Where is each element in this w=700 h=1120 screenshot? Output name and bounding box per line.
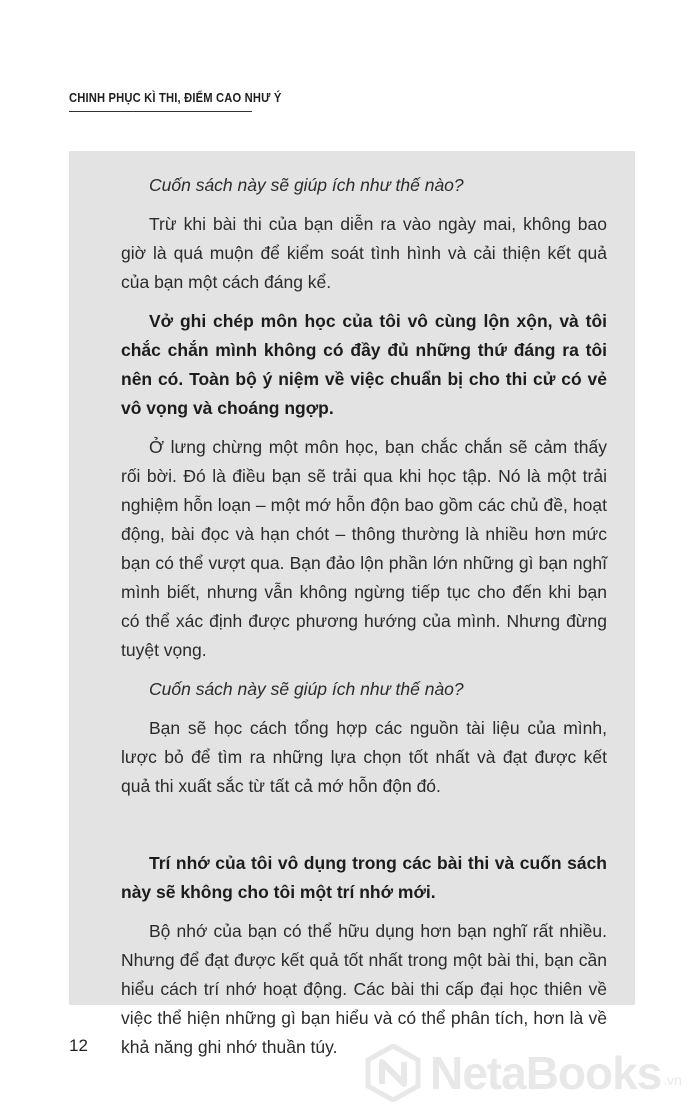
header-rule xyxy=(69,111,252,112)
paragraph-question-2: Cuốn sách này sẽ giúp ích như thế nào? xyxy=(149,679,464,699)
paragraph-explanation-1: Ở lưng chừng một môn học, bạn chắc chắn sẽ cảm thấy rối bời. Đó là điều bạn sẽ trải qua khi học tập. Nó là một trải nghiệm hỗn loạn – một mớ hỗn độn bao gồm các chủ đề, hoạt động, bài đọc và hạn chót – thông thường là nhiều hơn mức bạn có thể vượt qua. Bạn đảo lộn phần lớn những gì bạn nghĩ mình biết, nhưng vẫn không ngừng tiếp tục cho đến khi bạn có thể xác định được phương hướng của mình. Nhưng đừng tuyệt vọng. xyxy=(121,437,607,660)
paragraph-question-1: Cuốn sách này sẽ giúp ích như thế nào? xyxy=(149,175,464,195)
netabooks-logo-icon xyxy=(364,1044,422,1102)
paragraph-concern-1: Vở ghi chép môn học của tôi vô cùng lộn xộn, và tôi chắc chắn mình không có đầy đủ những thứ đáng ra tôi nên có. Toàn bộ ý niệm về việc chuẩn bị cho thi cử có vẻ vô vọng và choáng ngợp. xyxy=(121,311,607,418)
paragraph-answer-2: Bạn sẽ học cách tổng hợp các nguồn tài liệu của mình, lược bỏ để tìm ra những lựa chọn tốt nhất và đạt được kết quả thi xuất sắc từ tất cả mớ hỗn độn đó. xyxy=(121,718,607,796)
paragraph-answer-1: Trừ khi bài thi của bạn diễn ra vào ngày mai, không bao giờ là quá muộn để kiểm soát tình hình và cải thiện kết quả của bạn một cách đáng kể. xyxy=(121,214,607,292)
spacer xyxy=(121,811,607,849)
watermark-suffix: .vn xyxy=(663,1072,682,1088)
paragraph-concern-2: Trí nhớ của tôi vô dụng trong các bài thi và cuốn sách này sẽ không cho tôi một trí nhớ mới. xyxy=(121,853,607,902)
watermark-text: NetaBooks xyxy=(430,1047,662,1099)
watermark xyxy=(364,1044,682,1102)
paragraph-explanation-2: Bộ nhớ của bạn có thể hữu dụng hơn bạn nghĩ rất nhiều. Nhưng để đạt được kết quả tốt nhất trong một bài thi, bạn cần hiểu cách trí nhớ hoạt động. Các bài thi cấp đại học thiên về việc thể hiện những gì bạn hiểu và có thể phân tích, hơn là về khả năng ghi nhớ thuần túy. xyxy=(121,921,607,1057)
page-number: 12 xyxy=(69,1036,88,1055)
running-header-title: CHINH PHỤC KÌ THI, ĐIỂM CAO NHƯ Ý xyxy=(69,90,282,105)
